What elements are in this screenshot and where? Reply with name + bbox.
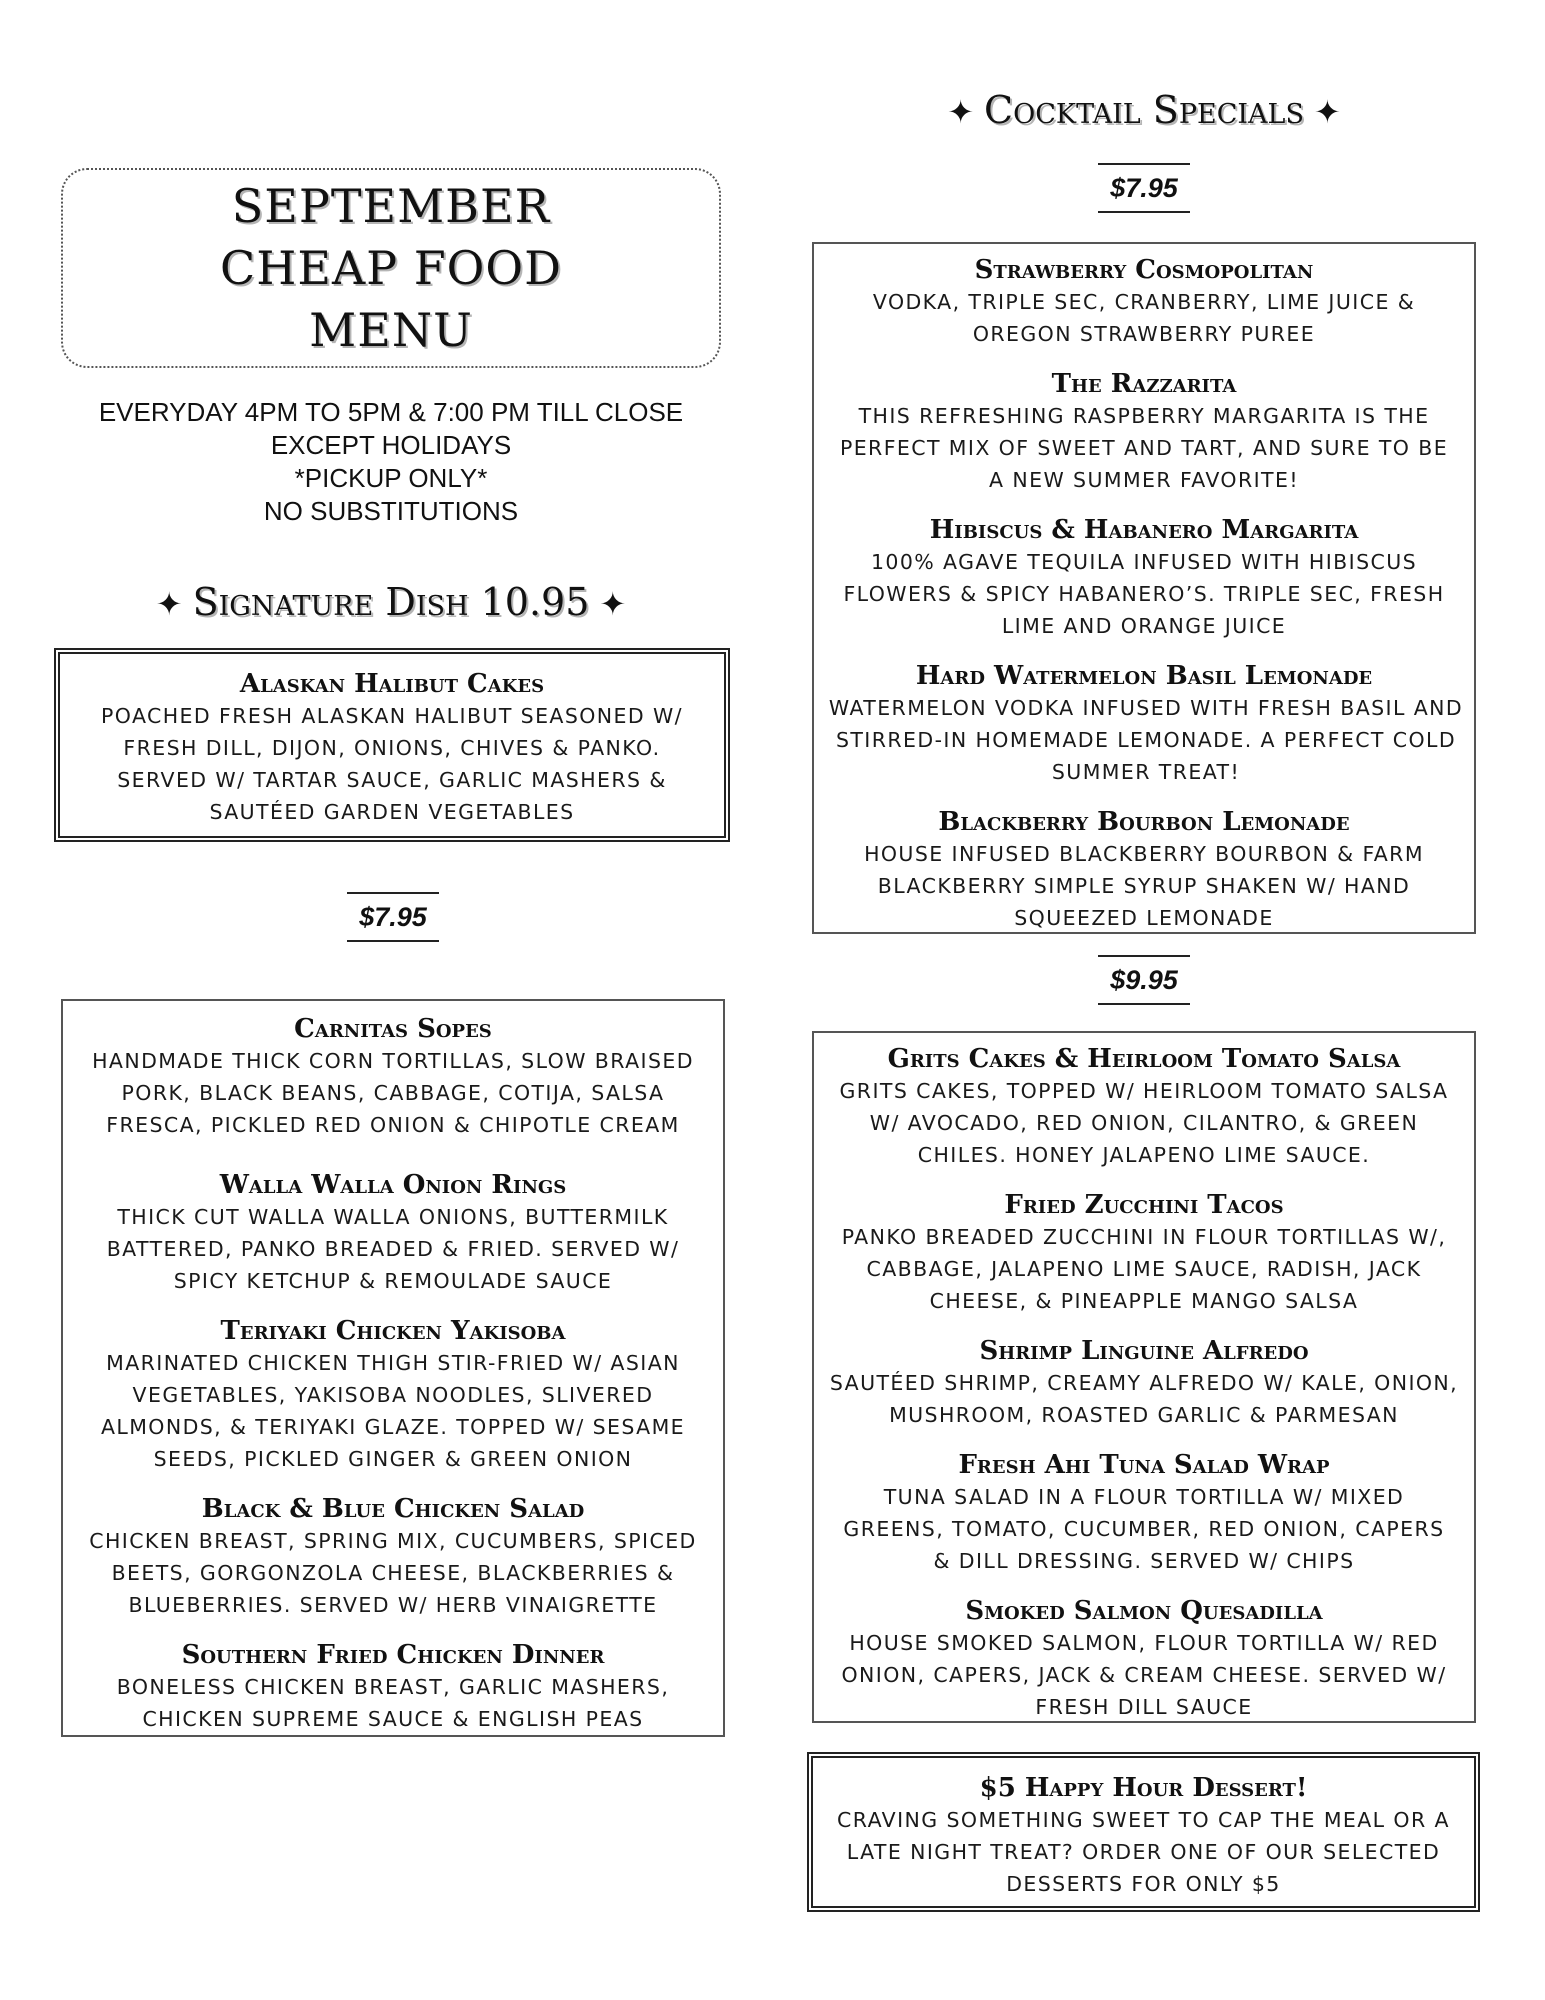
menu-item: [826, 368, 1462, 496]
item-description: POACHED FRESH ALASKAN HALIBUT SEASONED W/ FRESH DILL, DIJON, ONIONS, CHIVES & PANKO. SERVED W/ TARTAR SAUCE, GARLIC MASHERS & SAUTÉED GARDEN VEGETABLES: [101, 704, 683, 824]
item-name: Strawberry Cosmopolitan: [974, 255, 1314, 285]
item-name: Shrimp Linguine Alfredo: [979, 1336, 1309, 1366]
item-name: Hibiscus & Habanero Margarita: [929, 515, 1359, 545]
item-description: VODKA, TRIPLE SEC, CRANBERRY, LIME JUICE & OREGON STRAWBERRY PUREE: [872, 290, 1416, 346]
item-description: SAUTÉED SHRIMP, CREAMY ALFREDO W/ KALE, ONION, MUSHROOM, ROASTED GARLIC & PARMESAN: [829, 1371, 1459, 1427]
item-name: Teriyaki Chicken Yakisoba: [220, 1316, 566, 1346]
item-description: 100% AGAVE TEQUILA INFUSED WITH HIBISCUS FLOWERS & SPICY HABANERO’S. TRIPLE SEC, FRESH LIME AND ORANGE JUICE: [843, 550, 1445, 638]
hours-line: NO SUBSTITUTIONS: [263, 496, 519, 526]
sparkle-icon: ✦: [155, 585, 183, 623]
menu-item: [826, 1189, 1462, 1317]
item-description: THICK CUT WALLA WALLA ONIONS, BUTTERMILK BATTERED, PANKO BREADED & FRIED. SERVED W/ SPICY KETCHUP & REMOULADE SAUCE: [106, 1205, 680, 1293]
menu-item: [75, 1013, 711, 1141]
item-name: Fresh Ahi Tuna Salad Wrap: [958, 1450, 1330, 1480]
item-name: The Razzarita: [1051, 369, 1237, 399]
menu-item: [826, 1449, 1462, 1577]
sparkle-icon: ✦: [599, 585, 627, 623]
menu-item: [74, 668, 710, 828]
item-description: BONELESS CHICKEN BREAST, GARLIC MASHERS, CHICKEN SUPREME SAUCE & ENGLISH PEAS: [116, 1675, 670, 1731]
price-tag: $7.95: [1098, 163, 1190, 213]
menu-title-line: CHEAP FOOD: [220, 241, 562, 295]
item-description: GRITS CAKES, TOPPED W/ HEIRLOOM TOMATO SALSA W/ AVOCADO, RED ONION, CILANTRO, & GREEN CHILES. HONEY JALAPENO LIME SAUCE.: [839, 1079, 1449, 1167]
cocktail-box: [812, 242, 1476, 934]
menu-item: [826, 1335, 1462, 1431]
item-description: MARINATED CHICKEN THIGH STIR-FRIED W/ ASIAN VEGETABLES, YAKISOBA NOODLES, SLIVERED ALMONDS, & TERIYAKI GLAZE. TOPPED W/ SESAME SEEDS, PICKLED GINGER & GREEN ONION: [100, 1351, 686, 1471]
menu-item: [75, 1493, 711, 1621]
menu-item: [826, 1043, 1462, 1171]
food-995-box: [812, 1031, 1476, 1723]
price-tag: $9.95: [1098, 955, 1190, 1005]
signature-heading-text: Signature Dish 10.95: [192, 580, 590, 624]
menu-item: [826, 806, 1462, 934]
item-name: Grits Cakes & Heirloom Tomato Salsa: [887, 1044, 1401, 1074]
item-description: CRAVING SOMETHING SWEET TO CAP THE MEAL OR A LATE NIGHT TREAT? ORDER ONE OF OUR SELECTED DESSERTS FOR ONLY $5: [837, 1808, 1450, 1896]
hours-info: [61, 396, 721, 528]
menu-item: [826, 1595, 1462, 1723]
item-description: CHICKEN BREAST, SPRING MIX, CUCUMBERS, SPICED BEETS, GORGONZOLA CHEESE, BLACKBERRIES & BLUEBERRIES. SERVED W/ HERB VINAIGRETTE: [89, 1529, 697, 1617]
item-description: WATERMELON VODKA INFUSED WITH FRESH BASIL AND STIRRED-IN HOMEMADE LEMONADE. A PERFECT COLD SUMMER TREAT!: [828, 696, 1464, 784]
item-name: Alaskan Halibut Cakes: [239, 669, 545, 699]
menu-item: [825, 1772, 1462, 1900]
hours-line: EXCEPT HOLIDAYS: [270, 430, 512, 460]
menu-item: [826, 254, 1462, 350]
cocktail-heading: [812, 88, 1476, 132]
item-name: Walla Walla Onion Rings: [219, 1170, 567, 1200]
menu-title-box: [61, 168, 721, 368]
signature-dish-box: [54, 648, 730, 842]
item-description: TUNA SALAD IN A FLOUR TORTILLA W/ MIXED GREENS, TOMATO, CUCUMBER, RED ONION, CAPERS & DILL DRESSING. SERVED W/ CHIPS: [843, 1485, 1445, 1573]
menu-item: [75, 1169, 711, 1297]
item-description: HANDMADE THICK CORN TORTILLAS, SLOW BRAISED PORK, BLACK BEANS, CABBAGE, COTIJA, SALSA FRESCA, PICKLED RED ONION & CHIPOTLE CREAM: [92, 1049, 694, 1137]
menu-item: [75, 1639, 711, 1735]
item-name: Carnitas Sopes: [294, 1014, 492, 1044]
menu-item: [75, 1315, 711, 1475]
item-description: PANKO BREADED ZUCCHINI IN FLOUR TORTILLAS W/, CABBAGE, JALAPENO LIME SAUCE, RADISH, JACK CHEESE, & PINEAPPLE MANGO SALSA: [841, 1225, 1447, 1313]
signature-heading: [61, 580, 721, 624]
menu-item: [826, 514, 1462, 642]
hours-line: *PICKUP ONLY*: [294, 463, 488, 493]
menu-title-line: MENU: [309, 303, 473, 357]
dessert-box: [807, 1752, 1480, 1912]
hours-line: EVERYDAY 4PM TO 5PM & 7:00 PM TILL CLOSE: [98, 397, 684, 427]
item-name: Southern Fried Chicken Dinner: [181, 1640, 605, 1670]
item-name: Smoked Salmon Quesadilla: [965, 1596, 1323, 1626]
price-tag: $7.95: [347, 892, 439, 942]
item-name: Hard Watermelon Basil Lemonade: [915, 661, 1373, 691]
menu-item: [826, 660, 1462, 788]
food-795-box: [61, 999, 725, 1737]
item-description: HOUSE INFUSED BLACKBERRY BOURBON & FARM BLACKBERRY SIMPLE SYRUP SHAKEN W/ HAND SQUEEZED LEMONADE: [864, 842, 1424, 930]
menu-title-line: SEPTEMBER: [231, 179, 551, 233]
item-description: HOUSE SMOKED SALMON, FLOUR TORTILLA W/ RED ONION, CAPERS, JACK & CREAM CHEESE. SERVED W/ FRESH DILL SAUCE: [841, 1631, 1447, 1719]
item-name: $5 Happy Hour Dessert!: [979, 1773, 1308, 1803]
item-name: Blackberry Bourbon Lemonade: [938, 807, 1350, 837]
item-name: Fried Zucchini Tacos: [1004, 1190, 1284, 1220]
item-name: Black & Blue Chicken Salad: [201, 1494, 585, 1524]
item-description: THIS REFRESHING RASPBERRY MARGARITA IS THE PERFECT MIX OF SWEET AND TART, AND SURE TO BE A NEW SUMMER FAVORITE!: [839, 404, 1449, 492]
sparkle-icon: ✦: [1313, 93, 1341, 131]
cocktail-heading-text: Cocktail Specials: [984, 88, 1304, 132]
sparkle-icon: ✦: [947, 93, 975, 131]
